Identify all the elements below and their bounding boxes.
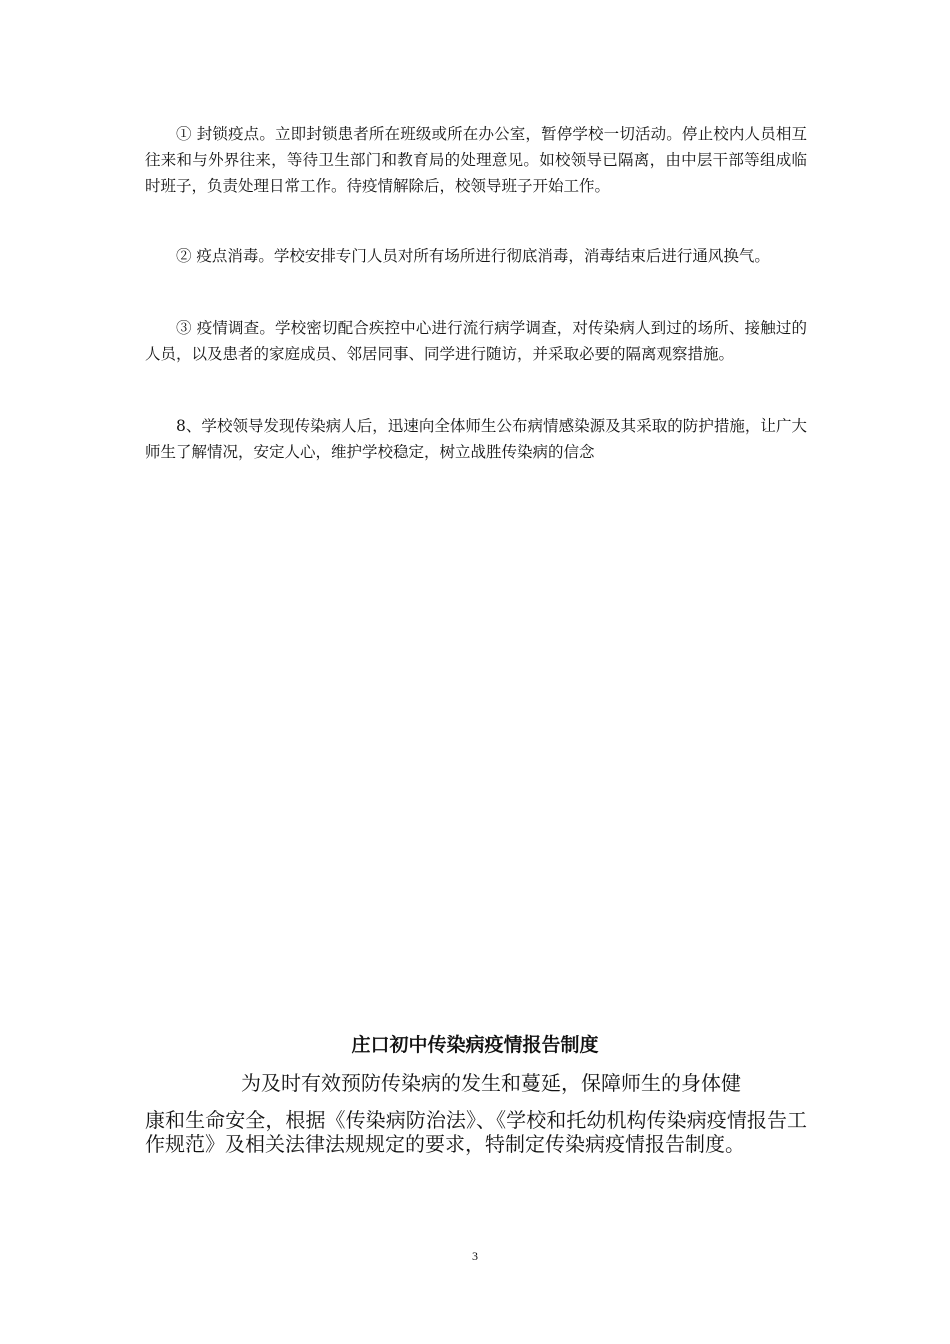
intro-body: 康和生命安全，根据《传染病防治法》、《学校和托幼机构传染病疫情报告工作规范》及相关法律法规规定的要求，特制定传染病疫情报告制度。 <box>145 1108 807 1156</box>
paragraph-epidemic-investigation: ③ 疫情调查。学校密切配合疾控中心进行流行病学调查，对传染病人到过的场所、接触过的人员，以及患者的家庭成员、邻居同事、同学进行随访，并采取必要的隔离观察措施。 <box>145 319 807 363</box>
intro-first-line: 为及时有效预防传染病的发生和蔓延，保障师生的身体健 <box>241 1071 741 1095</box>
section-title: 庄口初中传染病疫情报告制度 <box>351 1034 599 1056</box>
paragraph-seal-off-outbreak: ① 封锁疫点。立即封锁患者所在班级或所在办公室，暂停学校一切活动。停止校内人员相互往来和与外界往来，等待卫生部门和教育局的处理意见。如校领导已隔离，由中层干部等组成临时班子，负责处理日常工作。待疫情解除后，校领导班子开始工作。 <box>145 125 807 195</box>
paragraph-disinfection: ② 疫点消毒。学校安排专门人员对所有场所进行彻底消毒，消毒结束后进行通风换气。 <box>176 247 770 265</box>
paragraph-item-8: 8、学校领导发现传染病人后，迅速向全体师生公布病情感染源及其采取的防护措施，让广大师生了解情况，安定人心，维护学校稳定，树立战胜传染病的信念 <box>145 417 807 461</box>
page-number: 3 <box>472 1249 478 1263</box>
